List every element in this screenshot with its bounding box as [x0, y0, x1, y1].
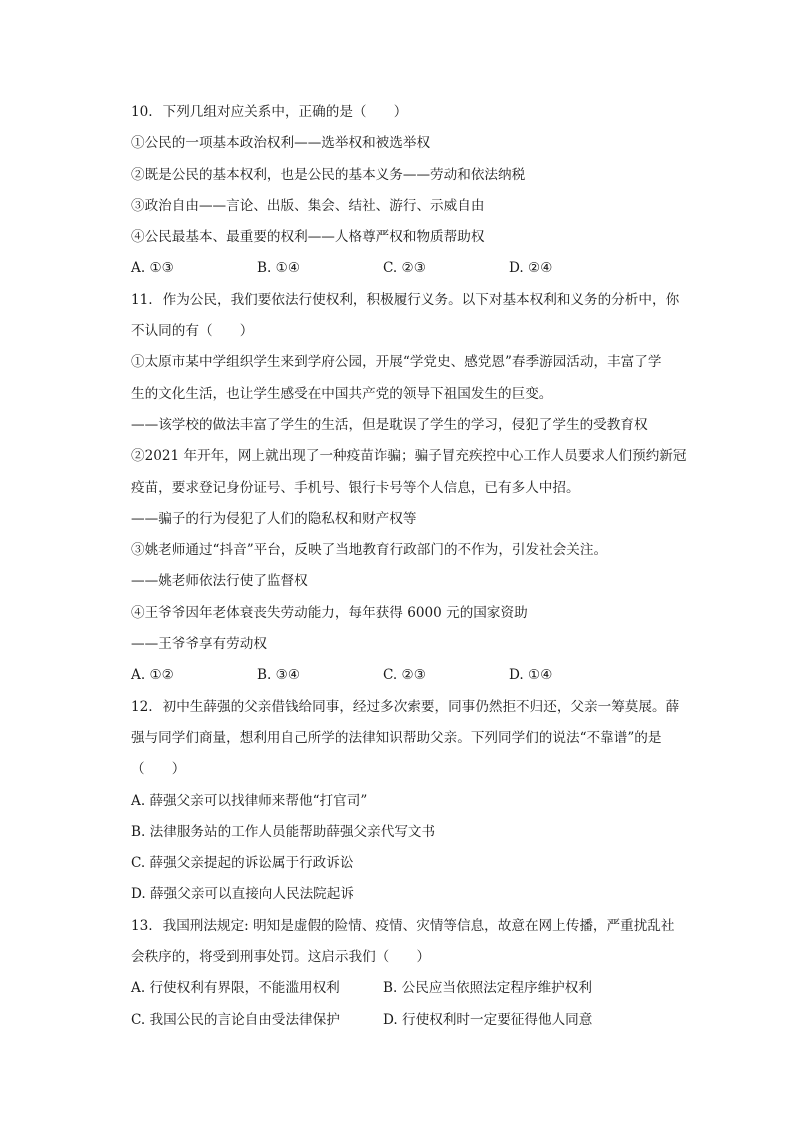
option-d[interactable]: D. ①④	[509, 667, 553, 684]
option-c[interactable]: C. ②③	[383, 260, 426, 277]
question-13-stem: 13. 我国刑法规定: 明知是虚假的险情、疫情、灾情等信息，故意在网上传播，严重扰乱社	[131, 917, 675, 934]
option-d[interactable]: D. 薛强父亲可以直接向人民法院起诉	[131, 886, 354, 903]
question-number: 13.	[131, 917, 153, 934]
options-row	[131, 660, 701, 691]
option-a[interactable]: A. ①②	[131, 667, 174, 684]
option-a[interactable]: A. 行使权利有界限，不能滥用权利	[131, 980, 340, 997]
question-11	[131, 285, 701, 692]
question-11-stem: 11. 作为公民，我们要依法行使权利，积极履行义务。以下对基本权利和义务的分析中，你	[131, 291, 680, 308]
question-10-stem: 10. 下列几组对应关系中，正确的是（ ）	[131, 104, 408, 120]
item-line: ②2021 年开年，网上就出现了一种疫苗诈骗；骗子冒充疾控中心工作人员要求人们预约新冠	[131, 448, 687, 465]
statement: ②既是公民的基本权利，也是公民的基本义务——劳动和依法纳税	[131, 166, 526, 183]
question-number: 12.	[131, 698, 153, 715]
options-row	[131, 253, 701, 284]
question-12-stem: 12. 初中生薛强的父亲借钱给同事，经过多次索要，同事仍然拒不归还，父亲一筹莫展。薛	[131, 698, 680, 715]
option-a[interactable]: A. 薛强父亲可以找律师来帮他“打官司”	[131, 792, 368, 809]
question-13-stem-cont: 会秩序的，将受到刑事处罚。这启示我们（ ）	[131, 949, 431, 966]
option-c[interactable]: C. 薛强父亲提起的诉讼属于行政诉讼	[131, 855, 354, 872]
question-12	[131, 692, 701, 911]
item-comment: ——王爷爷享有劳动权	[131, 636, 267, 653]
exam-page	[131, 97, 701, 1036]
item-line: ③姚老师通过“抖音”平台，反映了当地教育行政部门的不作为，引发社会关注。	[131, 542, 608, 559]
item-line: 疫苗，要求登记身份证号、手机号、银行卡号等个人信息，已有多人中招。	[131, 479, 580, 496]
option-d[interactable]: D. ②④	[509, 260, 553, 277]
question-number: 11.	[131, 291, 153, 308]
item-line: ④王爷爷因年老体衰丧失劳动能力，每年获得 6000 元的国家资助	[131, 604, 528, 621]
option-c[interactable]: C. ②③	[383, 667, 426, 684]
option-b[interactable]: B. 法律服务站的工作人员能帮助薛强父亲代写文书	[131, 823, 436, 840]
statement: ①公民的一项基本政治权利——选举权和被选举权	[131, 135, 431, 152]
option-a[interactable]: A. ①③	[131, 260, 174, 277]
question-10	[131, 97, 701, 285]
statement: ③政治自由——言论、出版、集会、结社、游行、示威自由	[131, 197, 485, 214]
item-comment: ——该学校的做法丰富了学生的生活，但是耽误了学生的学习，侵犯了学生的受教育权	[131, 416, 648, 433]
options-row	[131, 1005, 701, 1036]
option-b[interactable]: B. 公民应当依照法定程序维护权利	[383, 980, 592, 997]
item-line: 生的文化生活，也让学生感受在中国共产党的领导下祖国发生的巨变。	[131, 385, 553, 402]
question-13	[131, 911, 701, 1036]
options-row	[131, 973, 701, 1004]
option-b[interactable]: B. ③④	[257, 667, 301, 684]
item-line: ①太原市某中学组织学生来到学府公园，开展“学党史、感党恩”春季游园活动，丰富了学	[131, 354, 662, 371]
question-number: 10.	[131, 104, 153, 120]
question-12-stem-cont: （ ）	[131, 761, 186, 778]
option-b[interactable]: B. ①④	[257, 260, 301, 277]
question-11-stem-cont: 不认同的有（ ）	[131, 323, 254, 340]
option-d[interactable]: D. 行使权利时一定要征得他人同意	[383, 1011, 593, 1028]
option-c[interactable]: C. 我国公民的言论自由受法律保护	[131, 1011, 340, 1028]
item-comment: ——骗子的行为侵犯了人们的隐私权和财产权等	[131, 510, 417, 527]
statement: ④公民最基本、最重要的权利——人格尊严权和物质帮助权	[131, 229, 485, 246]
item-comment: ——姚老师依法行使了监督权	[131, 573, 308, 590]
question-12-stem-cont: 强与同学们商量，想利用自己所学的法律知识帮助父亲。下列同学们的说法“不靠谱”的是	[131, 729, 662, 746]
